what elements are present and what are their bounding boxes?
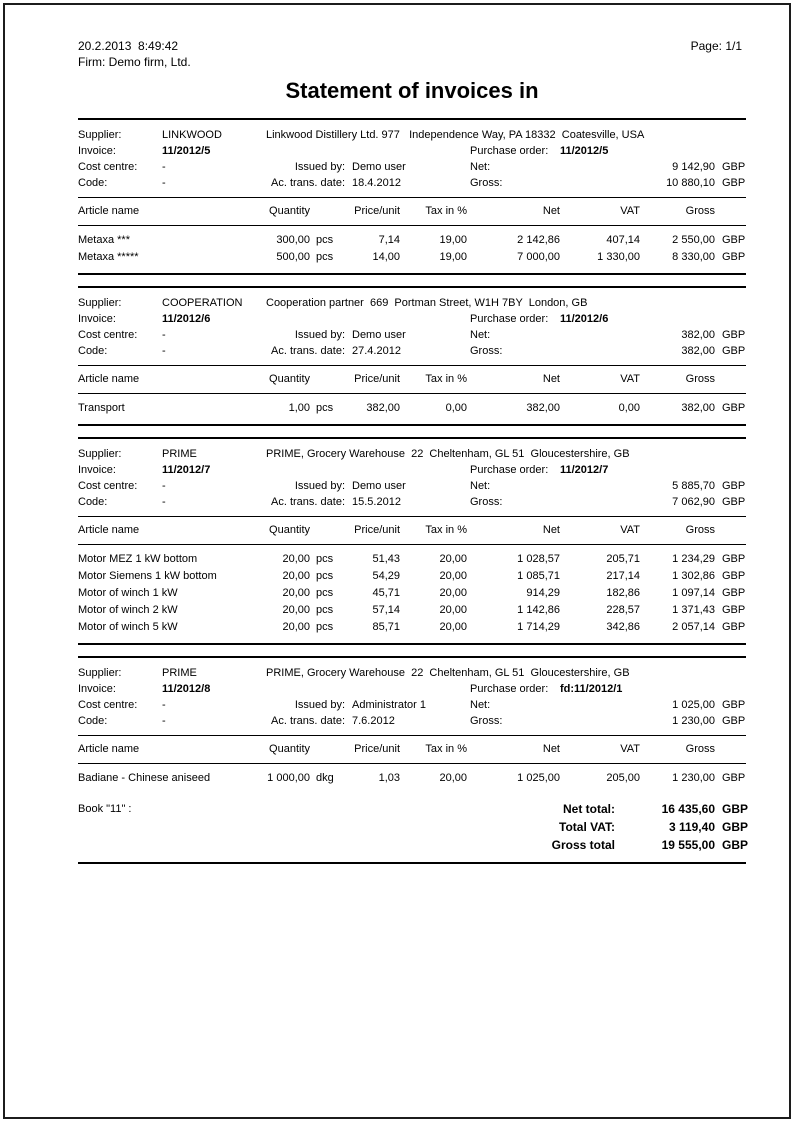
cost-centre-label: Cost centre: (78, 699, 138, 711)
cell-vat: 205,00 (606, 772, 640, 784)
cell-gross: 382,00 (681, 402, 715, 414)
article-row (78, 545, 746, 569)
cell-net: 1 142,86 (517, 604, 560, 616)
col-header-price: Price/unit (346, 517, 400, 545)
articles-table (78, 365, 746, 424)
page-number: Page: 1/1 (690, 39, 742, 53)
cell-unit: pcs (316, 234, 334, 246)
cell-currency: GBP (722, 587, 746, 599)
gross-total-row (78, 836, 749, 854)
article-row (78, 585, 746, 602)
purchase-order-label: Purchase order: (470, 145, 549, 157)
cell-vat: 1 330,00 (597, 251, 640, 263)
report-datetime: 20.2.2013 8:49:42 (78, 39, 179, 53)
issued-by-label: Issued by: (294, 161, 345, 173)
net-amount: 5 885,70 (672, 480, 715, 492)
cell-vat: 205,71 (606, 553, 640, 565)
cell-tax: 19,00 (439, 234, 467, 246)
cell-price: 54,29 (372, 570, 400, 582)
gross-label: Gross: (470, 715, 503, 727)
col-header-tax: Tax in % (400, 198, 467, 226)
currency-code: GBP (722, 329, 746, 341)
purchase-order-value: 11/2012/7 (560, 464, 609, 476)
net-label: Net: (470, 329, 491, 341)
code-row (78, 494, 746, 510)
invoice-label: Invoice: (78, 145, 116, 157)
currency-code: GBP (722, 699, 746, 711)
cell-gross: 1 230,00 (672, 772, 715, 784)
cell-currency: GBP (722, 621, 746, 633)
cell-quantity: 20,00 (282, 587, 310, 599)
ac-trans-date-label: Ac. trans. date: (271, 496, 345, 508)
code-label: Code: (78, 177, 108, 189)
invoice-number: 11/2012/7 (162, 464, 211, 476)
cell-price: 1,03 (378, 772, 400, 784)
purchase-order-label: Purchase order: (470, 464, 549, 476)
col-header-article: Article name (78, 736, 218, 764)
col-header-net: Net (467, 366, 560, 394)
invoice-label: Invoice: (78, 464, 116, 476)
purchase-order-label: Purchase order: (470, 313, 549, 325)
cell-price: 85,71 (372, 621, 400, 633)
issued-by-value: Demo user (352, 161, 406, 173)
purchase-order-value: 11/2012/5 (560, 145, 609, 157)
col-header-quantity: Quantity (218, 198, 310, 226)
supplier-row (78, 295, 746, 311)
article-row (78, 602, 746, 619)
cell-unit: pcs (316, 402, 334, 414)
supplier-code: COOPERATION (162, 297, 243, 309)
cell-currency: GBP (722, 570, 746, 582)
cell-article-name: Metaxa *** (78, 234, 130, 246)
currency-code: GBP (722, 715, 746, 727)
col-header-gross: Gross (640, 366, 715, 394)
issued-by-label: Issued by: (294, 329, 345, 341)
cell-net: 1 028,57 (517, 553, 560, 565)
cell-currency: GBP (722, 251, 746, 263)
cell-unit: pcs (316, 553, 334, 565)
col-header-currency-spacer (715, 736, 746, 764)
invoice-section-3 (78, 437, 746, 645)
cell-quantity: 1,00 (288, 402, 310, 414)
cell-vat: 407,14 (606, 234, 640, 246)
ac-trans-date-label: Ac. trans. date: (271, 345, 345, 357)
currency-code: GBP (722, 838, 749, 852)
invoice-row (78, 143, 746, 159)
cell-tax: 20,00 (439, 604, 467, 616)
cell-net: 914,29 (526, 587, 560, 599)
cell-unit: pcs (316, 570, 334, 582)
ac-trans-date-value: 7.6.2012 (352, 715, 395, 727)
article-row (78, 568, 746, 585)
supplier-row (78, 127, 746, 143)
net-total-row (78, 800, 749, 818)
cell-quantity: 20,00 (282, 621, 310, 633)
cell-currency: GBP (722, 772, 746, 784)
total-vat-amount: 3 119,40 (668, 820, 715, 834)
cell-currency: GBP (722, 402, 746, 414)
col-header-net: Net (467, 198, 560, 226)
col-header-gross: Gross (640, 198, 715, 226)
cell-vat: 217,14 (606, 570, 640, 582)
supplier-address: Cooperation partner 669 Portman Street, W1H 7BY London, GB (266, 297, 588, 309)
total-vat-row (78, 818, 749, 836)
col-header-vat: VAT (560, 736, 640, 764)
cost-centre-label: Cost centre: (78, 161, 138, 173)
purchase-order-value: 11/2012/6 (560, 313, 609, 325)
col-header-tax: Tax in % (400, 517, 467, 545)
cell-vat: 182,86 (606, 587, 640, 599)
cell-unit: pcs (316, 621, 334, 633)
cell-gross: 1 234,29 (672, 553, 715, 565)
supplier-address: Linkwood Distillery Ltd. 977 Independence Way, PA 18332 Coatesville, USA (266, 129, 645, 141)
code-row (78, 175, 746, 191)
cell-vat: 228,57 (606, 604, 640, 616)
articles-header-row (78, 198, 746, 226)
ac-trans-date-label: Ac. trans. date: (271, 715, 345, 727)
article-row (78, 764, 746, 795)
col-header-article: Article name (78, 198, 218, 226)
col-header-gross: Gross (640, 517, 715, 545)
cell-gross: 1 302,86 (672, 570, 715, 582)
total-vat-label: Total VAT: (559, 820, 615, 834)
gross-total-amount: 19 555,00 (661, 838, 715, 852)
cell-gross: 8 330,00 (672, 251, 715, 263)
code-label: Code: (78, 345, 108, 357)
cell-net: 7 000,00 (517, 251, 560, 263)
invoice-section-1 (78, 118, 746, 275)
col-header-currency-spacer (715, 517, 746, 545)
currency-code: GBP (722, 820, 749, 834)
gross-amount: 1 230,00 (672, 715, 715, 727)
cell-quantity: 20,00 (282, 604, 310, 616)
cell-article-name: Motor of winch 2 kW (78, 604, 178, 616)
cell-price: 7,14 (378, 234, 400, 246)
cell-price: 57,14 (372, 604, 400, 616)
cell-article-name: Transport (78, 402, 125, 414)
net-total-amount: 16 435,60 (661, 802, 715, 816)
cell-tax: 0,00 (445, 402, 467, 414)
cell-currency: GBP (722, 234, 746, 246)
ac-trans-date-label: Ac. trans. date: (271, 177, 345, 189)
report-firm: Firm: Demo firm, Ltd. (78, 55, 191, 69)
gross-amount: 7 062,90 (672, 496, 715, 508)
net-label: Net: (470, 480, 491, 492)
supplier-label: Supplier: (78, 297, 122, 309)
ac-trans-date-value: 27.4.2012 (352, 345, 401, 357)
gross-amount: 382,00 (681, 345, 715, 357)
cost-centre-value: - (162, 161, 166, 173)
col-header-unit-spacer (310, 366, 346, 394)
supplier-row (78, 665, 746, 681)
net-amount: 9 142,90 (672, 161, 715, 173)
report-content (78, 0, 749, 864)
cell-net: 1 025,00 (517, 772, 560, 784)
articles-table (78, 516, 746, 643)
cell-article-name: Metaxa ***** (78, 251, 139, 263)
cell-gross: 1 097,14 (672, 587, 715, 599)
net-total-label: Net total: (563, 802, 615, 816)
book-label: Book "11" : (78, 803, 132, 815)
currency-code: GBP (722, 802, 749, 816)
col-header-article: Article name (78, 517, 218, 545)
cell-tax: 20,00 (439, 570, 467, 582)
currency-code: GBP (722, 496, 746, 508)
gross-amount: 10 880,10 (666, 177, 715, 189)
supplier-label: Supplier: (78, 129, 122, 141)
article-row (78, 619, 746, 643)
cell-price: 382,00 (366, 402, 400, 414)
currency-code: GBP (722, 177, 746, 189)
articles-header-row (78, 517, 746, 545)
gross-label: Gross: (470, 345, 503, 357)
ac-trans-date-value: 15.5.2012 (352, 496, 401, 508)
gross-total-label: Gross total (551, 838, 615, 852)
cell-price: 14,00 (372, 251, 400, 263)
col-header-price: Price/unit (346, 736, 400, 764)
cost-centre-label: Cost centre: (78, 329, 138, 341)
cell-net: 1 085,71 (517, 570, 560, 582)
supplier-code: PRIME (162, 667, 197, 679)
invoice-number: 11/2012/6 (162, 313, 211, 325)
invoice-label: Invoice: (78, 683, 116, 695)
col-header-vat: VAT (560, 366, 640, 394)
issued-by-label: Issued by: (294, 699, 345, 711)
col-header-unit-spacer (310, 198, 346, 226)
supplier-code: PRIME (162, 448, 197, 460)
cell-vat: 342,86 (606, 621, 640, 633)
col-header-vat: VAT (560, 198, 640, 226)
col-header-price: Price/unit (346, 366, 400, 394)
invoice-number: 11/2012/5 (162, 145, 211, 157)
invoice-section-2 (78, 286, 746, 426)
col-header-vat: VAT (560, 517, 640, 545)
cost-centre-label: Cost centre: (78, 480, 138, 492)
code-value: - (162, 496, 166, 508)
cost-centre-value: - (162, 699, 166, 711)
issued-by-value: Demo user (352, 480, 406, 492)
article-row (78, 226, 746, 250)
articles-table (78, 197, 746, 273)
cell-article-name: Motor of winch 5 kW (78, 621, 178, 633)
col-header-quantity: Quantity (218, 517, 310, 545)
cost-centre-row (78, 159, 746, 175)
articles-header-row (78, 736, 746, 764)
col-header-currency-spacer (715, 198, 746, 226)
net-amount: 382,00 (681, 329, 715, 341)
currency-code: GBP (722, 161, 746, 173)
cell-unit: dkg (316, 772, 334, 784)
article-row (78, 249, 746, 273)
cell-net: 382,00 (526, 402, 560, 414)
col-header-article: Article name (78, 366, 218, 394)
ac-trans-date-value: 18.4.2012 (352, 177, 401, 189)
report-title: Statement of invoices in (285, 78, 539, 103)
cell-gross: 2 057,14 (672, 621, 715, 633)
col-header-quantity: Quantity (218, 366, 310, 394)
purchase-order-label: Purchase order: (470, 683, 549, 695)
code-row (78, 343, 746, 359)
col-header-price: Price/unit (346, 198, 400, 226)
cell-quantity: 20,00 (282, 553, 310, 565)
totals-block (78, 794, 749, 864)
currency-code: GBP (722, 345, 746, 357)
invoice-row (78, 311, 746, 327)
report-header (78, 0, 746, 70)
articles-header-row (78, 366, 746, 394)
col-header-tax: Tax in % (400, 366, 467, 394)
col-header-unit-spacer (310, 517, 346, 545)
invoice-section-4 (78, 656, 746, 794)
net-label: Net: (470, 699, 491, 711)
cost-centre-row (78, 478, 746, 494)
currency-code: GBP (722, 480, 746, 492)
code-value: - (162, 177, 166, 189)
net-amount: 1 025,00 (672, 699, 715, 711)
issued-by-label: Issued by: (294, 480, 345, 492)
cell-tax: 20,00 (439, 621, 467, 633)
code-label: Code: (78, 496, 108, 508)
supplier-row (78, 446, 746, 462)
col-header-tax: Tax in % (400, 736, 467, 764)
code-value: - (162, 345, 166, 357)
cell-tax: 20,00 (439, 553, 467, 565)
col-header-net: Net (467, 517, 560, 545)
supplier-address: PRIME, Grocery Warehouse 22 Cheltenham, GL 51 Gloucestershire, GB (266, 667, 630, 679)
cost-centre-row (78, 327, 746, 343)
code-label: Code: (78, 715, 108, 727)
cell-unit: pcs (316, 251, 334, 263)
cell-unit: pcs (316, 587, 334, 599)
supplier-code: LINKWOOD (162, 129, 222, 141)
code-value: - (162, 715, 166, 727)
cost-centre-value: - (162, 480, 166, 492)
gross-label: Gross: (470, 496, 503, 508)
col-header-quantity: Quantity (218, 736, 310, 764)
col-header-unit-spacer (310, 736, 346, 764)
invoice-row (78, 462, 746, 478)
cell-price: 45,71 (372, 587, 400, 599)
cell-quantity: 300,00 (276, 234, 310, 246)
code-row (78, 713, 746, 729)
cell-article-name: Motor of winch 1 kW (78, 587, 178, 599)
cell-tax: 20,00 (439, 587, 467, 599)
cell-tax: 19,00 (439, 251, 467, 263)
cell-tax: 20,00 (439, 772, 467, 784)
cell-article-name: Motor MEZ 1 kW bottom (78, 553, 198, 565)
invoice-label: Invoice: (78, 313, 116, 325)
cell-quantity: 500,00 (276, 251, 310, 263)
net-label: Net: (470, 161, 491, 173)
supplier-label: Supplier: (78, 448, 122, 460)
purchase-order-value: fd:11/2012/1 (560, 683, 623, 695)
cell-gross: 1 371,43 (672, 604, 715, 616)
supplier-label: Supplier: (78, 667, 122, 679)
cell-price: 51,43 (372, 553, 400, 565)
invoice-number: 11/2012/8 (162, 683, 211, 695)
cell-quantity: 1 000,00 (267, 772, 310, 784)
issued-by-value: Administrator 1 (352, 699, 426, 711)
issued-by-value: Demo user (352, 329, 406, 341)
cell-currency: GBP (722, 553, 746, 565)
cell-article-name: Motor Siemens 1 kW bottom (78, 570, 217, 582)
cell-gross: 2 550,00 (672, 234, 715, 246)
cost-centre-value: - (162, 329, 166, 341)
article-row (78, 394, 746, 425)
cost-centre-row (78, 697, 746, 713)
cell-currency: GBP (722, 604, 746, 616)
cell-article-name: Badiane - Chinese aniseed (78, 772, 211, 784)
cell-unit: pcs (316, 604, 334, 616)
cell-quantity: 20,00 (282, 570, 310, 582)
cell-net: 1 714,29 (517, 621, 560, 633)
cell-net: 2 142,86 (517, 234, 560, 246)
col-header-gross: Gross (640, 736, 715, 764)
col-header-net: Net (467, 736, 560, 764)
articles-table (78, 735, 746, 794)
supplier-address: PRIME, Grocery Warehouse 22 Cheltenham, GL 51 Gloucestershire, GB (266, 448, 630, 460)
col-header-currency-spacer (715, 366, 746, 394)
cell-vat: 0,00 (618, 402, 640, 414)
invoice-row (78, 681, 746, 697)
gross-label: Gross: (470, 177, 503, 189)
